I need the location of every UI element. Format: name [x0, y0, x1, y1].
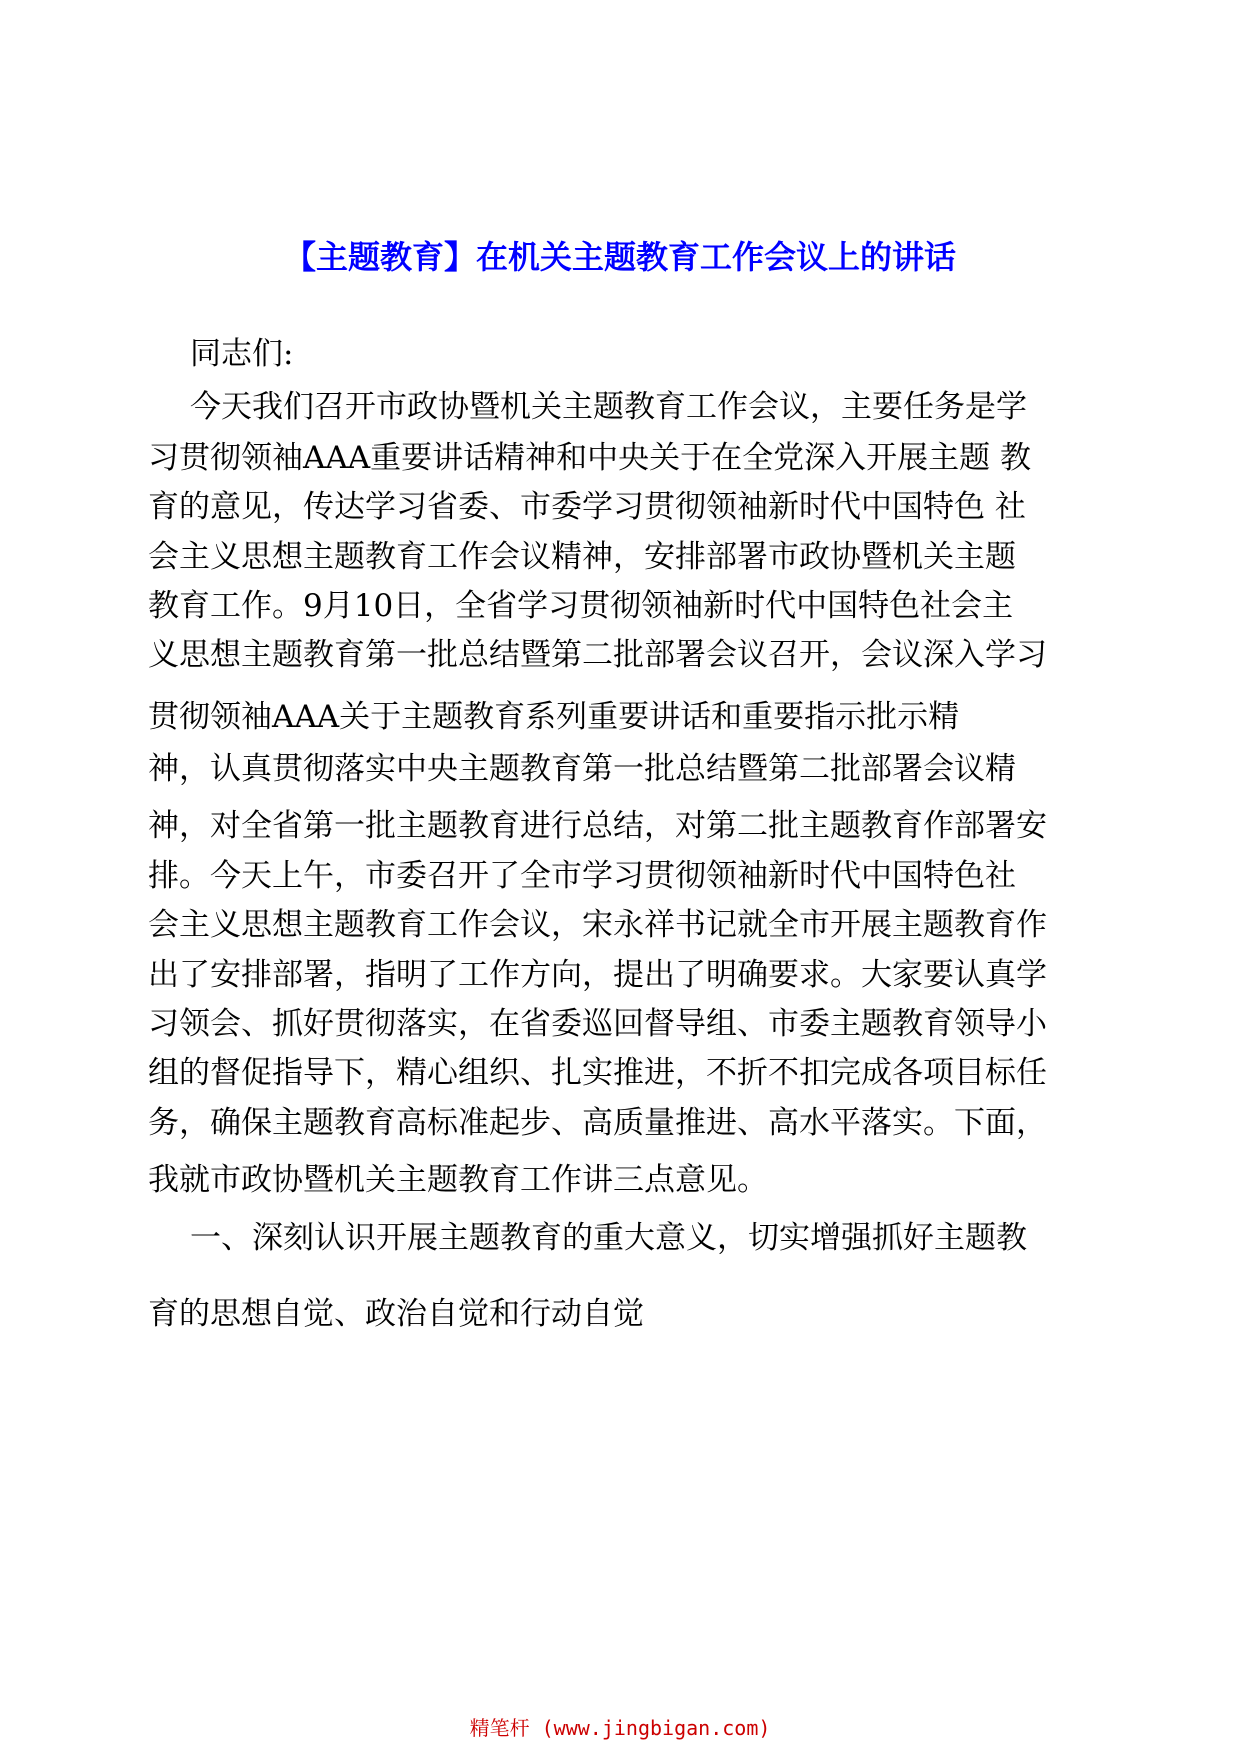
- paragraph-line: 排。今天上午，市委召开了全市学习贯彻领袖新时代中国特色社: [148, 858, 1016, 894]
- footer-watermark: 精笔杆 (www.jingbigan.com): [469, 1716, 771, 1740]
- paragraph-line: 我就市政协暨机关主题教育工作讲三点意见。: [148, 1162, 768, 1198]
- paragraph-line: 教育工作。9月10日，全省学习贯彻领袖新时代中国特色社会主: [148, 588, 1014, 624]
- paragraph-line: 出了安排部署，指明了工作方向，提出了明确要求。大家要认真学: [148, 957, 1047, 993]
- section-heading-line: 育的思想自觉、政治自觉和行动自觉: [148, 1296, 644, 1332]
- paragraph-line: 会主义思想主题教育工作会议精神，安排部署市政协暨机关主题: [148, 539, 1016, 575]
- paragraph-line: 习贯彻领袖AAA重要讲话精神和中央关于在全党深入开展主题 教: [148, 440, 1032, 476]
- paragraph-line: 育的意见，传达学习省委、市委学习贯彻领袖新时代中国特色 社: [148, 489, 1026, 525]
- paragraph-line: 会主义思想主题教育工作会议，宋永祥书记就全市开展主题教育作: [148, 907, 1047, 943]
- paragraph-line: 神，对全省第一批主题教育进行总结，对第二批主题教育作部署安: [148, 808, 1047, 844]
- paragraph-line: 义思想主题教育第一批总结暨第二批部署会议召开，会议深入学习: [148, 637, 1047, 673]
- paragraph-line: 组的督促指导下，精心组织、扎实推进，不折不扣完成各项目标任: [148, 1055, 1047, 1091]
- paragraph-line: 习领会、抓好贯彻落实，在省委巡回督导组、市委主题教育领导小: [148, 1006, 1047, 1042]
- document-title: 【主题教育】在机关主题教育工作会议上的讲话: [283, 238, 956, 276]
- paragraph-line: 今天我们召开市政协暨机关主题教育工作会议，主要任务是学: [190, 389, 1027, 425]
- salutation-line: 同志们:: [190, 336, 294, 372]
- paragraph-line: 务，确保主题教育高标准起步、高质量推进、高水平落实。下面，: [148, 1105, 1047, 1141]
- section-heading-line: 一、深刻认识开展主题教育的重大意义，切实增强抓好主题教: [190, 1220, 1027, 1256]
- paragraph-line: 贯彻领袖AAA关于主题教育系列重要讲话和重要指示批示精: [148, 699, 960, 735]
- paragraph-line: 神，认真贯彻落实中央主题教育第一批总结暨第二批部署会议精: [148, 751, 1016, 787]
